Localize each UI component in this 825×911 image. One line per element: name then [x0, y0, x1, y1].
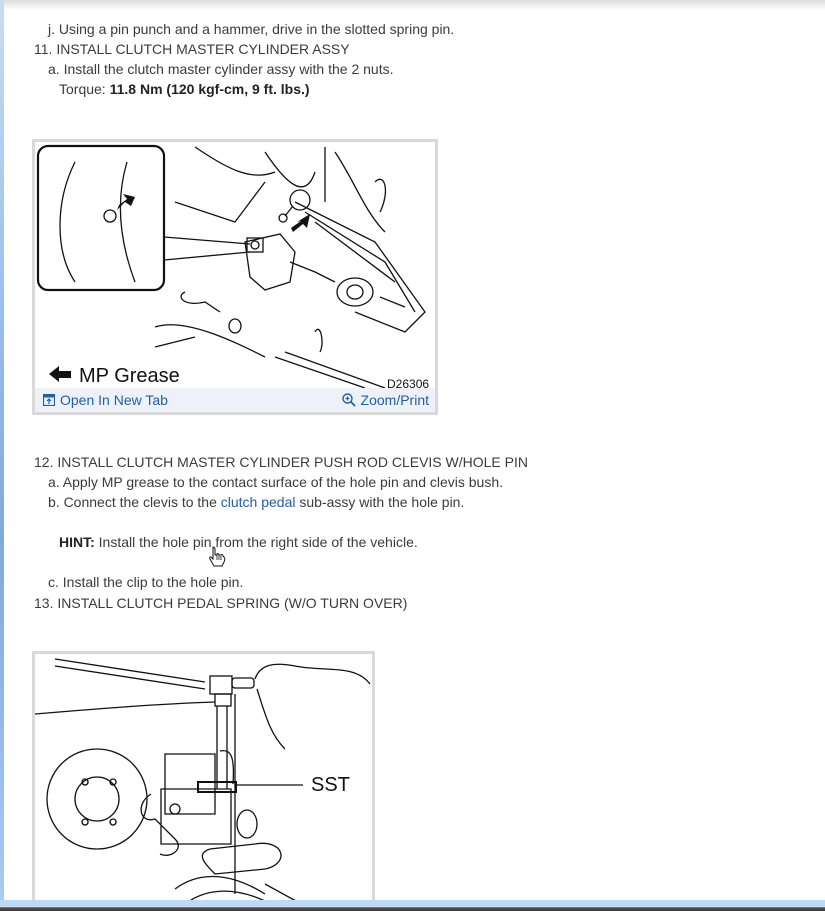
step-13-title: 13. INSTALL CLUTCH PEDAL SPRING (W/O TURN OVER) [34, 595, 408, 611]
zoom-in-icon [342, 393, 356, 407]
zoom-print-label: Zoom/Print [360, 392, 429, 408]
open-in-new-tab-button[interactable] [43, 392, 168, 408]
step-11a: a. Install the clutch master cylinder assy with the 2 nuts. [48, 61, 394, 77]
hint-label: HINT: [59, 534, 95, 550]
sst-label: SST [311, 774, 350, 796]
step-11-title: 11. INSTALL CLUTCH MASTER CYLINDER ASSY [34, 41, 350, 57]
step-12b [48, 492, 464, 512]
zoom-print-button[interactable] [342, 392, 429, 408]
clutch-pedal-spring-illustration [35, 654, 372, 906]
figure-id: D26306 [387, 377, 430, 388]
hint-text: Install the hole pin from the right side of the vehicle. [94, 534, 418, 550]
taskbar-edge [0, 900, 825, 911]
legend-mp-grease: MP Grease [79, 365, 180, 387]
clutch-master-cylinder-illustration [35, 142, 435, 388]
top-shadow [4, 0, 825, 10]
step-12b-post: sub-assy with the hole pin. [295, 494, 465, 510]
figure-clutch-pedal-spring [32, 651, 375, 906]
hint [59, 532, 418, 552]
step-12b-pre: b. Connect the clevis to the [48, 494, 221, 510]
arrow-left-icon [49, 366, 71, 382]
torque-label: Torque: [59, 81, 110, 97]
hand-cursor-icon [208, 546, 226, 568]
step-12a: a. Apply MP grease to the contact surface of the hole pin and clevis bush. [48, 474, 504, 490]
step-12c: c. Install the clip to the hole pin. [48, 574, 244, 590]
torque-value: 11.8 Nm (120 kgf-cm, 9 ft. lbs.) [109, 81, 310, 97]
figure-d26306 [32, 139, 438, 415]
step-j: j. Using a pin punch and a hammer, drive in the slotted spring pin. [48, 21, 455, 37]
figure-caption-bar [35, 388, 435, 412]
open-new-tab-icon [43, 394, 55, 406]
step-12-title: 12. INSTALL CLUTCH MASTER CYLINDER PUSH ROD CLEVIS W/HOLE PIN [34, 454, 528, 470]
window-left-edge [0, 0, 4, 900]
torque-spec [59, 79, 310, 99]
clutch-pedal-link[interactable]: clutch pedal [220, 494, 296, 510]
open-in-new-tab-label: Open In New Tab [60, 392, 168, 408]
